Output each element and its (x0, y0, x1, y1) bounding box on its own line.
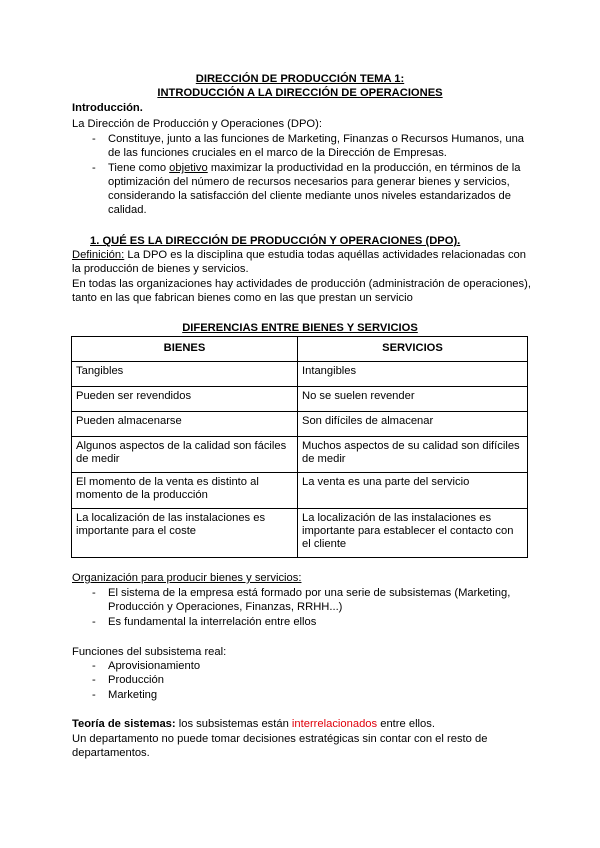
definition-line-1 (72, 248, 526, 263)
table-cell-bienes: Tangibles (72, 362, 298, 387)
goods-services-table (71, 336, 528, 558)
functions-item-marketing: Marketing (108, 689, 158, 701)
table-row (72, 473, 528, 509)
intro-bullet-1-dash: - (92, 133, 96, 145)
systems-theory-line-1 (72, 717, 435, 732)
table-cell-servicios: Muchos aspectos de su calidad son difíciles de medir (298, 437, 528, 473)
systems-theory-line-3: departamentos. (72, 747, 150, 759)
table-cell-servicios: Son difíciles de almacenar (298, 412, 528, 437)
section-1-paragraph-line-2: tanto en las que fabrican bienes como en las que prestan un servicio (72, 292, 413, 304)
definition-label: Definición: (72, 249, 125, 261)
intro-bullet-2-dash: - (92, 162, 96, 174)
table-cell-servicios: La localización de las instalaciones es importante para establecer el contacto con el cliente (298, 509, 528, 558)
intro-bullet-2-line-2: optimización del número de recursos necesarios para generar bienes y servicios, (108, 176, 510, 188)
table-cell-bienes: El momento de la venta es distinto al momento de la producción (72, 473, 298, 509)
systems-theory-label: Teoría de sistemas: (72, 718, 176, 730)
column-header-servicios: SERVICIOS (298, 337, 528, 362)
organization-bullet-2: Es fundamental la interrelación entre ellos (108, 616, 317, 628)
intro-bullet-2-line-3: considerando la satisfacción del cliente mediante unos niveles estandarizados de (108, 190, 512, 202)
table-row (72, 509, 528, 558)
functions-item-dash: - (92, 674, 96, 686)
table-cell-bienes: Algunos aspectos de la calidad son fáciles de medir (72, 437, 298, 473)
table-row (72, 362, 528, 387)
definition-line-2: la producción de bienes y servicios. (72, 263, 249, 275)
organization-bullet-1-line-2: Producción y Operaciones, Finanzas, RRHH...) (108, 601, 343, 613)
systems-theory-post: entre ellos. (377, 718, 435, 730)
intro-heading: Introducción. (72, 102, 143, 114)
intro-bullet-2-line-4: calidad. (108, 204, 147, 216)
intro-lead: La Dirección de Producción y Operaciones (DPO): (72, 118, 322, 130)
organization-bullet-1-line-1: El sistema de la empresa está formado por una serie de subsistemas (Marketing, (108, 587, 511, 599)
table-cell-servicios: La venta es una parte del servicio (298, 473, 528, 509)
organization-bullet-1-dash: - (92, 587, 96, 599)
definition-text: La DPO es la disciplina que estudia todas aquéllas actividades relacionadas con (124, 249, 526, 261)
organization-heading: Organización para producir bienes y servicios: (72, 572, 302, 584)
table-cell-bienes: Pueden ser revendidos (72, 387, 298, 412)
intro-bullet-2-post: maximizar la productividad en la producción, en términos de la (207, 162, 521, 174)
title-line-1: DIRECCIÓN DE PRODUCCIÓN TEMA 1: (195, 73, 405, 85)
systems-theory-highlight: interrelacionados (291, 718, 378, 730)
table-cell-servicios: No se suelen revender (298, 387, 528, 412)
table-row (72, 387, 528, 412)
functions-item-produccion: Producción (108, 674, 164, 686)
intro-bullet-2-line-1 (108, 161, 521, 176)
intro-bullet-1-line-2: de las funciones cruciales en el marco de la Dirección de Empresas. (108, 147, 447, 159)
functions-item-aprovisionamiento: Aprovisionamiento (108, 660, 201, 672)
table-cell-bienes: La localización de las instalaciones es importante para el coste (72, 509, 298, 558)
table-header-row (72, 337, 528, 362)
organization-bullet-2-dash: - (92, 616, 96, 628)
functions-heading: Funciones del subsistema real: (72, 646, 227, 658)
table-cell-bienes: Pueden almacenarse (72, 412, 298, 437)
functions-item-dash: - (92, 689, 96, 701)
table-row (72, 437, 528, 473)
intro-bullet-1-line-1: Constituye, junto a las funciones de Marketing, Finanzas o Recursos Humanos, una (108, 133, 525, 145)
systems-theory-line-2: Un departamento no puede tomar decisiones estratégicas sin contar con el resto de (72, 733, 488, 745)
table-row (72, 412, 528, 437)
column-header-bienes: BIENES (72, 337, 298, 362)
table-caption: DIFERENCIAS ENTRE BIENES Y SERVICIOS (182, 322, 418, 334)
section-1-heading: 1. QUÉ ES LA DIRECCIÓN DE PRODUCCIÓN Y OPERACIONES (DPO). (90, 235, 461, 247)
systems-theory-pre: los subsistemas están (175, 718, 292, 730)
intro-bullet-2-pre: Tiene como (108, 162, 170, 174)
functions-item-dash: - (92, 660, 96, 672)
section-1-paragraph-line-1: En todas las organizaciones hay actividades de producción (administración de operaciones), (72, 278, 531, 290)
table-cell-servicios: Intangibles (298, 362, 528, 387)
objective-keyword: objetivo (169, 162, 208, 174)
title-line-2: INTRODUCCIÓN A LA DIRECCIÓN DE OPERACIONES (157, 87, 443, 99)
